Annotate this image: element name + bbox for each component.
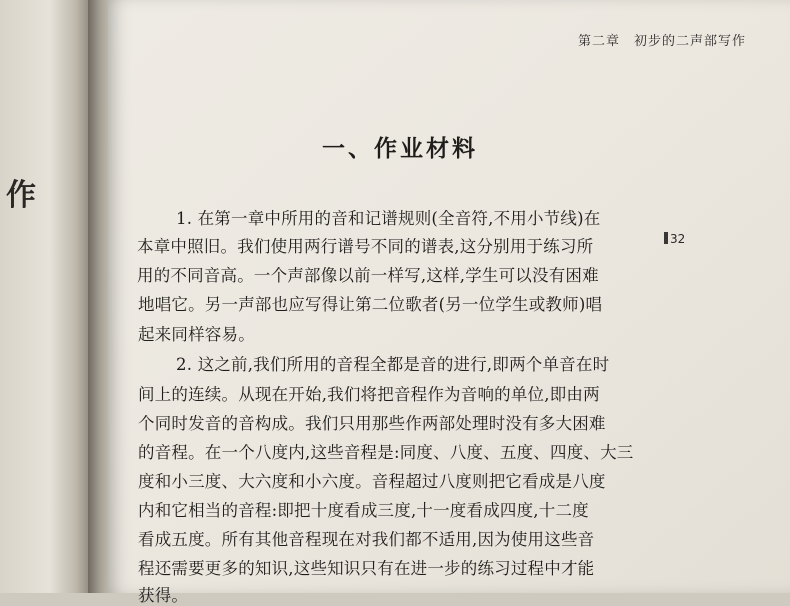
body-line: 个同时发音的音构成。我们只用那些作两部处理时没有多大困难	[138, 414, 606, 433]
left-page-text: 作	[6, 178, 36, 213]
body-line: 起来同样容易。	[138, 325, 255, 344]
body-line: 内和它相当的音程:即把十度看成三度,十一度看成四度,十二度	[138, 501, 589, 520]
body-line: 获得。	[138, 586, 189, 605]
body-line: 看成五度。所有其他音程现在对我们都不适用,因为使用这些音	[138, 530, 595, 549]
page-number	[664, 232, 685, 246]
left-page	[0, 0, 90, 593]
body-line: 间上的连续。从现在开始,我们将把音程作为音响的单位,即由两	[138, 385, 600, 404]
body-line: 的音程。在一个八度内,这些音程是:同度、八度、五度、四度、大三	[138, 443, 634, 462]
body-line: 用的不同音高。一个声部像以前一样写,这样,学生可以没有困难	[137, 266, 599, 285]
body-line: 1. 在第一章中所用的音和记谱规则(全音符,不用小节线)在	[176, 209, 601, 228]
body-line: 本章中照旧。我们使用两行谱号不同的谱表,这分别用于练习所	[137, 237, 594, 256]
page-number-text: 32	[670, 232, 686, 246]
running-head: 第二章 初步的二声部写作	[578, 34, 747, 49]
body-line: 地唱它。另一声部也应写得让第二位歌者(另一位学生或教师)唱	[138, 295, 603, 314]
body-line: 度和小三度、大六度和小六度。音程超过八度则把它看成是八度	[138, 472, 606, 491]
section-title: 一、作业材料	[322, 136, 478, 162]
page-marker-icon	[664, 232, 668, 244]
body-line: 程还需要更多的知识,这些知识只有在进一步的练习过程中才能	[138, 559, 595, 578]
body-line: 2. 这之前,我们所用的音程全都是音的进行,即两个单音在时	[176, 355, 610, 374]
